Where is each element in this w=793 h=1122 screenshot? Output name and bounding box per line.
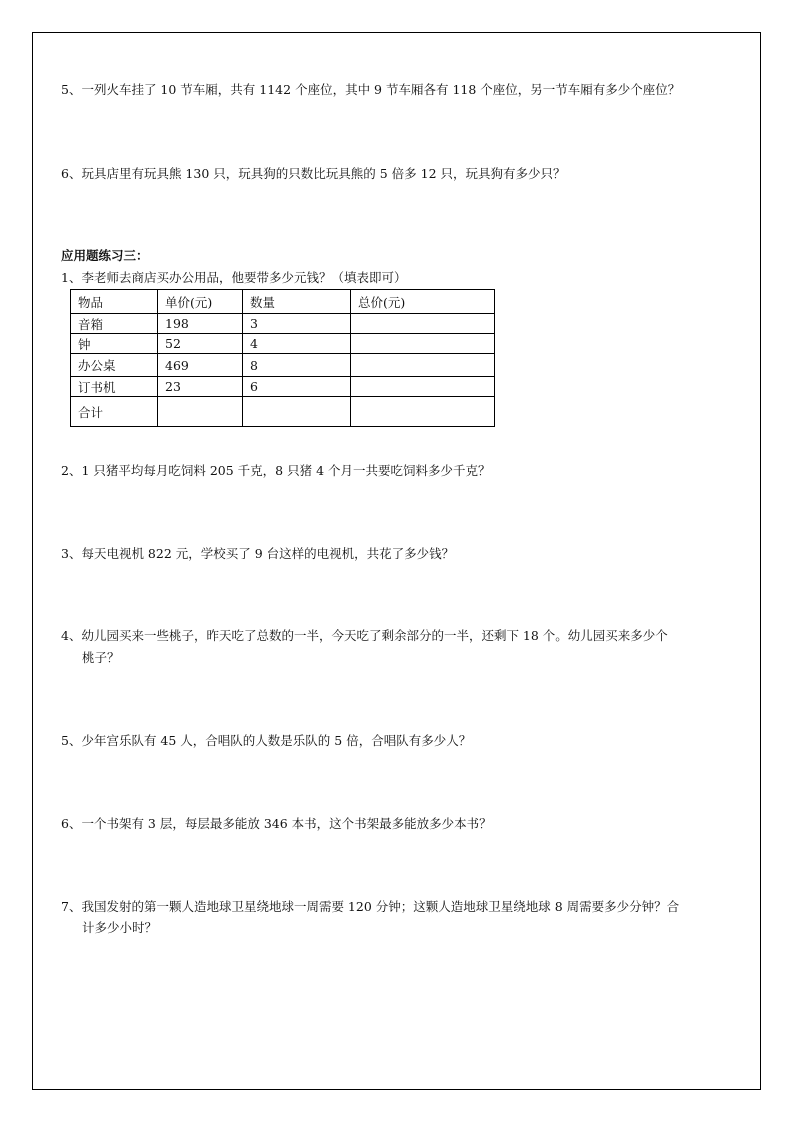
question-2-pig-feed: 2、1 只猪平均每月吃饲料 205 千克，8 只猪 4 个月一共要吃饲料多少千克？: [61, 463, 491, 478]
question-4-peaches-line2: 桃子？: [82, 650, 120, 665]
question-4-peaches-line1: 4、幼儿园买来一些桃子，昨天吃了总数的一半，今天吃了剩余部分的一半，还剩下 18 个。幼儿园买来多少个: [61, 628, 668, 643]
table-row: [71, 334, 495, 354]
cell-price: 23: [158, 377, 243, 397]
table-row: [71, 377, 495, 397]
cell-total-label: 合计: [71, 397, 158, 427]
question-7-satellite-line1: 7、我国发射的第一颗人造地球卫星绕地球一周需要 120 分钟；这颗人造地球卫星绕地球 8 周需要多少分钟？合: [61, 899, 680, 914]
question-6-toy-dogs: 6、玩具店里有玩具熊 130 只，玩具狗的只数比玩具熊的 5 倍多 12 只，玩具狗有多少只？: [61, 166, 566, 181]
cell-total[interactable]: [351, 377, 495, 397]
question-1-office-supplies: 1、李老师去商店买办公用品，他要带多少元钱？（填表即可）: [61, 270, 407, 285]
cell-total-price-blank[interactable]: [158, 397, 243, 427]
cell-grand-total[interactable]: [351, 397, 495, 427]
cell-item: 订书机: [71, 377, 158, 397]
cell-item: 办公桌: [71, 354, 158, 377]
table-header-row: [71, 290, 495, 314]
question-6-bookshelf: 6、一个书架有 3 层，每层最多能放 346 本书，这个书架最多能放多少本书？: [61, 816, 492, 831]
cell-price: 52: [158, 334, 243, 354]
cell-total[interactable]: [351, 334, 495, 354]
table-total-row: [71, 397, 495, 427]
question-3-tv-cost: 3、每天电视机 822 元，学校买了 9 台这样的电视机，共花了多少钱？: [61, 546, 455, 561]
question-7-satellite-line2: 计多少小时？: [82, 920, 158, 935]
header-item: 物品: [71, 290, 158, 314]
section-title: 应用题练习三：: [61, 248, 149, 263]
cell-qty: 4: [243, 334, 351, 354]
cell-price: 469: [158, 354, 243, 377]
cell-total-qty-blank[interactable]: [243, 397, 351, 427]
question-5-choir: 5、少年宫乐队有 45 人，合唱队的人数是乐队的 5 倍，合唱队有多少人？: [61, 733, 472, 748]
table-row: [71, 314, 495, 334]
cell-price: 198: [158, 314, 243, 334]
price-table: [70, 289, 495, 427]
cell-item: 音箱: [71, 314, 158, 334]
header-total-price: 总价(元): [351, 290, 495, 314]
table-row: [71, 354, 495, 377]
question-5-train-seats: 5、一列火车挂了 10 节车厢，共有 1142 个座位，其中 9 节车厢各有 118 个座位，另一节车厢有多少个座位？: [61, 82, 681, 97]
cell-total[interactable]: [351, 314, 495, 334]
header-unit-price: 单价(元): [158, 290, 243, 314]
cell-qty: 6: [243, 377, 351, 397]
cell-qty: 3: [243, 314, 351, 334]
header-quantity: 数量: [243, 290, 351, 314]
cell-total[interactable]: [351, 354, 495, 377]
cell-qty: 8: [243, 354, 351, 377]
cell-item: 钟: [71, 334, 158, 354]
